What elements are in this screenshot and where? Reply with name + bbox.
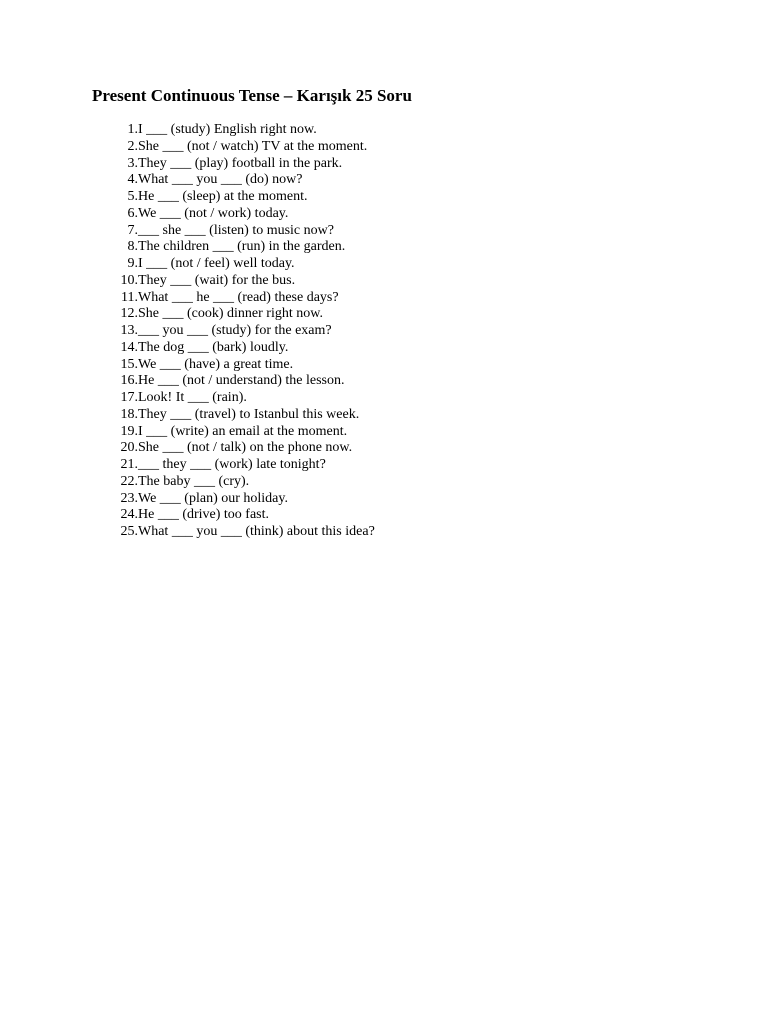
item-number: 14.	[120, 339, 138, 355]
item-text: He ___ (not / understand) the lesson.	[138, 373, 345, 389]
item-text: I ___ (study) English right now.	[138, 122, 317, 137]
item-text: Look! It ___ (rain).	[138, 390, 247, 405]
list-item	[108, 239, 375, 256]
item-number: 2.	[127, 138, 138, 154]
item-number: 12.	[120, 306, 138, 322]
item-text: They ___ (play) football in the park.	[138, 155, 343, 171]
item-number: 5.	[127, 189, 138, 204]
item-number: 9.	[127, 256, 138, 271]
item-text: The dog ___ (bark) loudly.	[138, 339, 289, 355]
list-item	[108, 491, 375, 508]
list-item	[108, 223, 375, 240]
item-text: She ___ (not / watch) TV at the moment.	[138, 138, 368, 154]
item-text: He ___ (drive) too fast.	[138, 507, 270, 523]
item-text: She ___ (cook) dinner right now.	[138, 306, 323, 322]
item-text: I ___ (not / feel) well today.	[138, 256, 295, 271]
list-item	[108, 290, 375, 307]
item-text: She ___ (not / talk) on the phone now.	[138, 440, 353, 456]
item-number: 22.	[120, 473, 138, 489]
item-number: 8.	[127, 239, 138, 255]
document-title: Present Continuous Tense – Karışık 25 Soru	[92, 86, 412, 105]
item-number: 19.	[120, 423, 138, 439]
item-number: 6.	[127, 205, 138, 221]
item-text: The baby ___ (cry).	[138, 473, 250, 489]
list-item	[108, 273, 375, 290]
item-text: What ___ you ___ (do) now?	[138, 172, 303, 188]
item-text: The children ___ (run) in the garden.	[138, 239, 346, 255]
item-number: 13.	[120, 323, 138, 338]
item-number: 11.	[121, 289, 138, 305]
list-item	[108, 357, 375, 374]
item-number: 7.	[127, 222, 138, 238]
item-number: 3.	[127, 155, 138, 171]
item-text: ___ they ___ (work) late tonight?	[138, 457, 326, 472]
item-number: 25.	[120, 524, 138, 539]
list-item	[108, 122, 375, 139]
list-item	[108, 440, 375, 457]
list-item	[108, 189, 375, 206]
item-number: 4.	[127, 172, 138, 188]
item-text: I ___ (write) an email at the moment.	[138, 423, 348, 439]
list-item	[108, 256, 375, 273]
list-item	[108, 507, 375, 524]
item-text: What ___ you ___ (think) about this idea?	[138, 524, 375, 539]
list-item	[108, 390, 375, 407]
item-text: We ___ (not / work) today.	[138, 205, 289, 221]
item-number: 15.	[120, 356, 138, 372]
list-item	[108, 306, 375, 323]
list-item	[108, 407, 375, 424]
question-list	[108, 122, 375, 541]
item-text: We ___ (have) a great time.	[138, 356, 294, 372]
item-number: 1.	[127, 122, 138, 137]
list-item	[108, 323, 375, 340]
item-text: They ___ (travel) to Istanbul this week.	[138, 406, 360, 422]
item-number: 16.	[120, 373, 138, 389]
list-item	[108, 139, 375, 156]
list-item	[108, 206, 375, 223]
item-number: 20.	[120, 440, 138, 456]
list-item	[108, 424, 375, 441]
item-number: 23.	[120, 490, 138, 506]
list-item	[108, 474, 375, 491]
item-number: 10.	[120, 272, 138, 288]
list-item	[108, 373, 375, 390]
list-item	[108, 457, 375, 474]
item-number: 24.	[120, 507, 138, 523]
list-item	[108, 524, 375, 541]
item-text: He ___ (sleep) at the moment.	[138, 189, 308, 204]
item-number: 17.	[120, 390, 138, 405]
list-item	[108, 172, 375, 189]
item-text: We ___ (plan) our holiday.	[138, 490, 288, 506]
item-text: ___ she ___ (listen) to music now?	[138, 222, 334, 238]
item-text: ___ you ___ (study) for the exam?	[138, 323, 332, 338]
list-item	[108, 156, 375, 173]
item-number: 18.	[120, 406, 138, 422]
item-number: 21.	[120, 457, 138, 472]
item-text: They ___ (wait) for the bus.	[138, 272, 296, 288]
list-item	[108, 340, 375, 357]
item-text: What ___ he ___ (read) these days?	[138, 289, 339, 305]
